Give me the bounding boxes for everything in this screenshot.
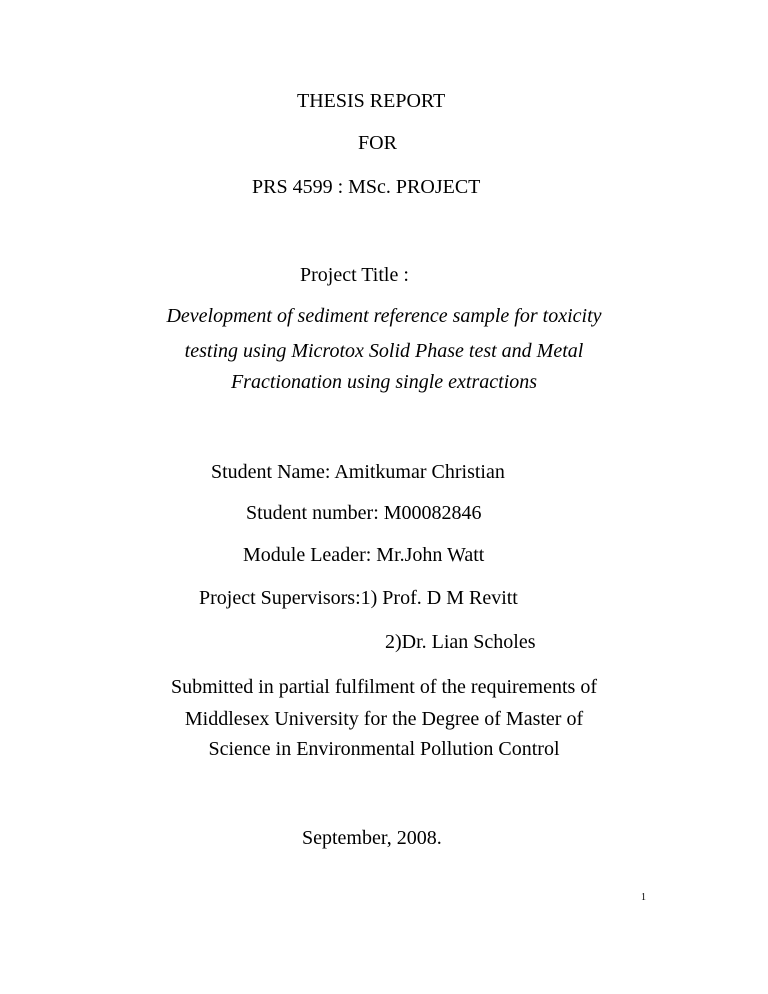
submission-statement-line: Science in Environmental Pollution Control bbox=[208, 738, 560, 760]
project-title-line: Development of sediment reference sample for toxicity bbox=[166, 305, 602, 327]
module-leader: Module Leader: Mr.John Watt bbox=[243, 544, 485, 566]
page-number: 1 bbox=[641, 892, 646, 903]
project-supervisor-2: 2)Dr. Lian Scholes bbox=[385, 631, 536, 653]
submission-statement-line: Middlesex University for the Degree of Master of bbox=[184, 708, 584, 730]
project-title-label: Project Title : bbox=[300, 264, 409, 286]
report-heading: THESIS REPORT bbox=[297, 90, 446, 112]
submission-statement-line: Submitted in partial fulfilment of the requirements of bbox=[170, 676, 597, 698]
project-title-line: testing using Microtox Solid Phase test and Metal bbox=[184, 340, 584, 362]
project-supervisor-1: Project Supervisors:1) Prof. D M Revitt bbox=[199, 587, 518, 609]
report-heading-for: FOR bbox=[358, 132, 397, 154]
project-title-line: Fractionation using single extractions bbox=[230, 371, 538, 393]
course-code: PRS 4599 : MSc. PROJECT bbox=[252, 176, 481, 198]
student-number: Student number: M00082846 bbox=[246, 502, 482, 524]
submission-date: September, 2008. bbox=[302, 827, 442, 849]
student-name: Student Name: Amitkumar Christian bbox=[211, 461, 505, 483]
